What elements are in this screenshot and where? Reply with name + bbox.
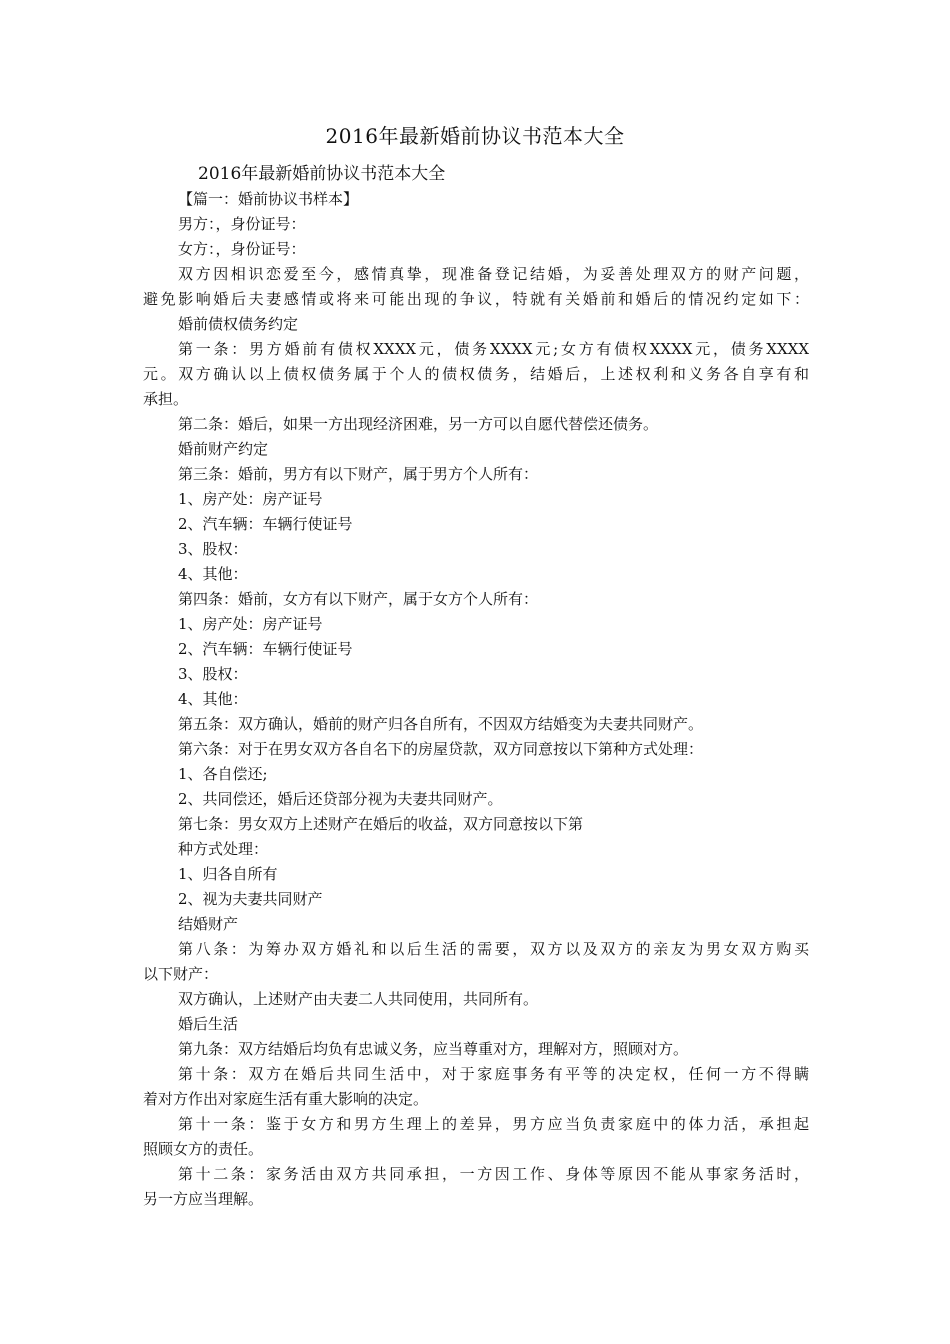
document-line: 4、其他： bbox=[178, 565, 248, 583]
document-line: 婚前债权债务约定 bbox=[178, 315, 299, 333]
document-line: 承担。 bbox=[143, 390, 189, 408]
document-line: 3、股权： bbox=[178, 540, 248, 558]
document-line: 婚后生活 bbox=[178, 1015, 239, 1033]
document-line: 第四条：婚前，女方有以下财产，属于女方个人所有： bbox=[178, 590, 539, 608]
document-line: 1、归各自所有 bbox=[178, 865, 278, 883]
document-line: 第一条：男方婚前有债权XXXX元，债务XXXX元;女方有债权XXXX元，债务XXXX bbox=[178, 340, 809, 358]
document-line: 照顾女方的责任。 bbox=[143, 1140, 264, 1158]
document-line: 双方确认，上述财产由夫妻二人共同使用，共同所有。 bbox=[178, 990, 539, 1008]
document-line: 4、其他： bbox=[178, 690, 248, 708]
document-line: 第五条：双方确认，婚前的财产归各自所有，不因双方结婚变为夫妻共同财产。 bbox=[178, 715, 704, 733]
document-line: 第六条：对于在男女双方各自名下的房屋贷款，双方同意按以下第种方式处理： bbox=[178, 740, 704, 758]
document-line: 第十条：双方在婚后共同生活中，对于家庭事务有平等的决定权，任何一方不得瞒 bbox=[178, 1065, 809, 1083]
document-line: 第十二条：家务活由双方共同承担，一方因工作、身体等原因不能从事家务活时， bbox=[178, 1165, 809, 1183]
document-line: 第十一条：鉴于女方和男方生理上的差异，男方应当负责家庭中的体力活，承担起 bbox=[178, 1115, 809, 1133]
document-line: 【篇一：婚前协议书样本】 bbox=[178, 190, 359, 208]
document-line: 男方：，身份证号： bbox=[178, 215, 306, 233]
document-line: 1、各自偿还; bbox=[178, 765, 268, 783]
document-body bbox=[143, 162, 809, 1212]
document-line: 1、房产处：房产证号 bbox=[178, 615, 323, 633]
document-line: 以下财产： bbox=[143, 965, 219, 983]
document-line: 第七条：男女双方上述财产在婚后的收益，双方同意按以下第 bbox=[178, 815, 584, 833]
document-line: 结婚财产 bbox=[178, 915, 239, 933]
document-line: 婚前财产约定 bbox=[178, 440, 269, 458]
document-line: 2、汽车辆：车辆行使证号 bbox=[178, 515, 353, 533]
document-line: 另一方应当理解。 bbox=[143, 1190, 264, 1208]
document-line: 种方式处理： bbox=[178, 840, 269, 858]
document-line: 元。双方确认以上债权债务属于个人的债权债务，结婚后，上述权利和义务各自享有和 bbox=[143, 365, 809, 383]
document-line: 女方：，身份证号： bbox=[178, 240, 306, 258]
document-line: 第八条：为筹办双方婚礼和以后生活的需要，双方以及双方的亲友为男女双方购买 bbox=[178, 940, 809, 958]
document-line: 第九条：双方结婚后均负有忠诚义务，应当尊重对方，理解对方，照顾对方。 bbox=[178, 1040, 689, 1058]
document-line: 着对方作出对家庭生活有重大影响的决定。 bbox=[143, 1090, 429, 1108]
document-line: 避免影响婚后夫妻感情或将来可能出现的争议，特就有关婚前和婚后的情况约定如下： bbox=[143, 290, 809, 308]
document-line: 1、房产处：房产证号 bbox=[178, 490, 323, 508]
document-line: 2、汽车辆：车辆行使证号 bbox=[178, 640, 353, 658]
document-title: 2016年最新婚前协议书范本大全 bbox=[325, 124, 625, 148]
document-line: 3、股权： bbox=[178, 665, 248, 683]
document-line: 双方因相识恋爱至今，感情真挚，现准备登记结婚，为妥善处理双方的财产问题， bbox=[178, 265, 809, 283]
document-line: 2、视为夫妻共同财产 bbox=[178, 890, 323, 908]
document-line: 第二条：婚后，如果一方出现经济困难，另一方可以自愿代替偿还债务。 bbox=[178, 415, 659, 433]
document-line: 2、共同偿还，婚后还贷部分视为夫妻共同财产。 bbox=[178, 790, 503, 808]
document-line: 2016年最新婚前协议书范本大全 bbox=[198, 164, 446, 184]
document-line: 第三条：婚前，男方有以下财产，属于男方个人所有： bbox=[178, 465, 539, 483]
